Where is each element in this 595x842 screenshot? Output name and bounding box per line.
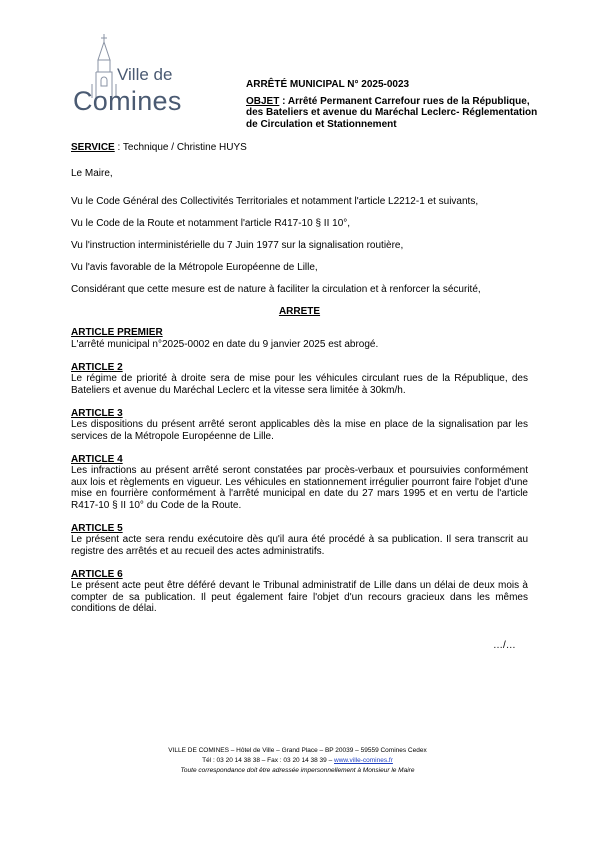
article-text: Le présent acte peut être déféré devant le Tribunal administratif de Lille dans un délai de deux mois à compter de sa publication. Il peut également faire l'objet d'un recours gracieux dans les mêmes conditions de délai.: [71, 580, 528, 614]
article-text: Le présent acte sera rendu exécutoire dès qu'il aura été procédé à sa publication. Il sera transcrit au registre des arrêtés et au recueil des actes administratifs.: [71, 534, 528, 557]
article-3: [71, 408, 528, 443]
document-body: [71, 168, 528, 626]
city-logo: [73, 34, 193, 118]
vu-line-2: Vu le Code de la Route et notamment l'article R417-10 § II 10°,: [71, 217, 351, 229]
vu-line-4: Vu l'avis favorable de la Métropole Européenne de Lille,: [71, 261, 318, 273]
article-title: ARTICLE PREMIER: [71, 327, 163, 338]
article-title: ARTICLE 2: [71, 361, 123, 373]
article-title: ARTICLE 3: [71, 407, 123, 419]
article-text: L'arrêté municipal n°2025-0002 en date du 9 janvier 2025 est abrogé.: [71, 338, 379, 350]
vu-line-3: Vu l'instruction interministérielle du 7 Juin 1977 sur la signalisation routière,: [71, 239, 404, 251]
vu-line-1: Vu le Code Général des Collectivités Territoriales et notamment l'article L2212-1 et suivants,: [71, 195, 479, 207]
article-5: [71, 523, 528, 558]
considerant-line: Considérant que cette mesure est de nature à faciliter la circulation et à renforcer la sécurité,: [71, 283, 481, 295]
article-4: [71, 454, 528, 512]
service-text: : Technique / Christine HUYS: [114, 142, 247, 153]
article-text: Les dispositions du présent arrêté seront applicables dès la mise en place de la signalisation par les services de la Métropole Européenne de Lille.: [71, 419, 528, 442]
article-title: ARTICLE 6: [71, 568, 123, 580]
website-link[interactable]: www.ville-comines.fr: [334, 757, 393, 764]
document-header: [246, 79, 546, 130]
arrete-title: ARRÊTÉ MUNICIPAL N° 2025-0023: [246, 79, 410, 90]
logo-text-comines: Comines: [73, 86, 182, 116]
footer-notice: Toute correspondance doit être adressée impersonnellement à Monsieur le Maire: [180, 767, 415, 774]
footer-address: VILLE DE COMINES – Hôtel de Ville – Grand Place – BP 20039 – 59559 Comines Cedex: [168, 747, 427, 754]
continuation-mark: …/…: [493, 640, 516, 651]
page-footer: [0, 746, 595, 776]
article-text: Les infractions au présent arrêté seront constatées par procès-verbaux et poursuivies conformément aux lois et règlements en vigueur. Les véhicules en stationnement irrégulier pourront faire l'objet d'une mise en fourrière conformément à l'arrêté municipal en date du 27 mars 1995 et en vertu de l'article R417-10 § II 10° du Code de la Route.: [71, 465, 528, 511]
le-maire: Le Maire,: [71, 168, 113, 179]
article-1: [71, 327, 528, 350]
logo-text-ville-de: Ville de: [117, 65, 173, 84]
footer-contact: [0, 756, 595, 766]
object-line: [246, 96, 546, 131]
object-label: OBJET: [246, 95, 280, 107]
footer-phone-fax: Tél : 03 20 14 38 38 – Fax : 03 20 14 38 39 –: [202, 757, 335, 764]
service-line: [71, 142, 247, 153]
service-label: SERVICE: [71, 142, 115, 153]
article-2: [71, 362, 528, 397]
article-title: ARTICLE 4: [71, 453, 123, 465]
arrete-heading: ARRETE: [278, 305, 321, 317]
article-title: ARTICLE 5: [71, 522, 123, 534]
object-text: : Arrêté Permanent Carrefour rues de la République, des Bateliers et avenue du Maréchal Leclerc- Réglementation de Circulation et Stationnement: [246, 95, 538, 130]
article-text: Le régime de priorité à droite sera de mise pour les véhicules circulant rues de la République, des Bateliers et avenue du Maréchal Leclerc et la vitesse sera limitée à 30km/h.: [71, 373, 528, 396]
article-6: [71, 569, 528, 615]
